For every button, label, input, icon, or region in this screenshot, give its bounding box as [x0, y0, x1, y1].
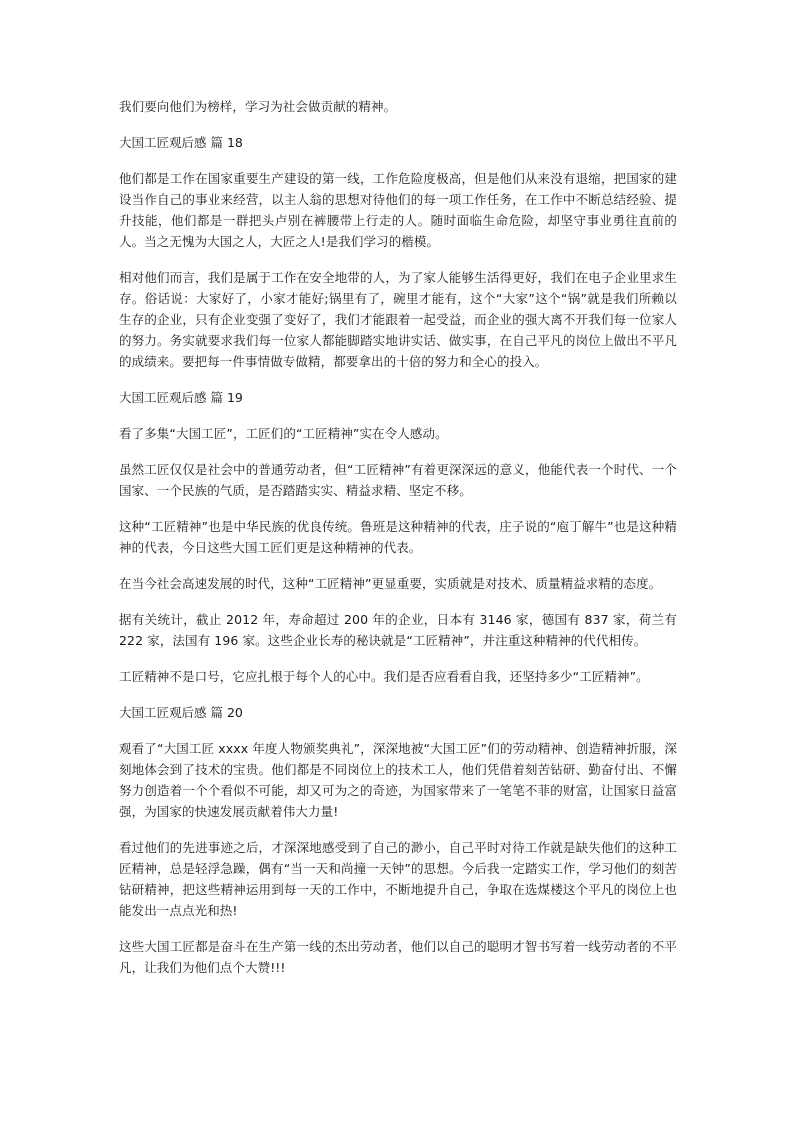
- paragraph: 观看了“大国工匠 xxxx 年度人物颁奖典礼”，深深地被“大国工匠”们的劳动精神、创造精神折服，深刻地体会到了技术的宝贵。他们都是不同岗位上的技术工人，他们凭借着刻苦钻研、勤奋付出、不懈努力创造着一个个看似不可能，却又可为之的奇迹，为国家带来了一笔笔不菲的财富，让国家日益富强，为国家的快速发展贡献着伟大力量!: [119, 741, 677, 819]
- paragraph: 相对他们而言，我们是属于工作在安全地带的人，为了家人能够生活得更好，我们在电子企业里求生存。俗话说：大家好了，小家才能好;锅里有了，碗里才能有，这个“大家”这个“锅”就是我们所赖以生存的企业，只有企业变强了变好了，我们才能跟着一起受益，而企业的强大离不开我们每一位家人的努力。务实就要求我们每一位家人都能脚踏实地讲实话、做实事，在自己平凡的岗位上做出不平凡的成绩来。要把每一件事情做专做精，都要拿出的十倍的努力和全心的投入。: [119, 270, 677, 369]
- paragraph: 看了多集“大国工匠”，工匠们的“工匠精神”实在令人感动。: [119, 426, 448, 441]
- paragraph: 工匠精神不是口号，它应扎根于每个人的心中。我们是否应看看自我，还坚持多少“工匠精神”。: [119, 669, 649, 684]
- section-heading-18: 大国工匠观后感 篇 18: [119, 135, 243, 150]
- paragraph: 据有关统计，截止 2012 年，寿命超过 200 年的企业，日本有 3146 家，德国有 837 家，荷兰有 222 家，法国有 196 家。这些企业长寿的秘诀就是“工匠精神”，并注重这种精神的代代相传。: [119, 612, 677, 648]
- document-page: [119, 96, 677, 993]
- section-heading-20: 大国工匠观后感 篇 20: [119, 705, 243, 720]
- paragraph: 他们都是工作在国家重要生产建设的第一线，工作危险度极高，但是他们从来没有退缩，把国家的建设当作自己的事业来经营，以主人翁的思想对待他们的每一项工作任务，在工作中不断总结经验、提升技能，他们都是一群把头卢别在裤腰带上行走的人。随时面临生命危险，却坚守事业勇往直前的人。当之无愧为大国之人，大匠之人!是我们学习的楷模。: [119, 171, 677, 249]
- paragraph: 这些大国工匠都是奋斗在生产第一线的杰出劳动者，他们以自己的聪明才智书写着一线劳动者的不平凡，让我们为他们点个大赞!!!: [119, 939, 677, 975]
- paragraph: 这种“工匠精神”也是中华民族的优良传统。鲁班是这种精神的代表，庄子说的“庖丁解牛”也是这种精神的代表，今日这些大国工匠们更是这种精神的代表。: [119, 519, 677, 555]
- paragraph-intro: 我们要向他们为榜样，学习为社会做贡献的精神。: [119, 99, 397, 114]
- paragraph: 看过他们的先进事迹之后，才深深地感受到了自己的渺小，自己平时对待工作就是缺失他们的这种工匠精神，总是轻浮急躁，偶有“当一天和尚撞一天钟”的思想。今后我一定踏实工作，学习他们的刻苦钻研精神，把这些精神运用到每一天的工作中，不断地提升自己，争取在选煤楼这个平凡的岗位上也能发出一点点光和热!: [119, 840, 677, 918]
- section-heading-19: 大国工匠观后感 篇 19: [119, 390, 243, 405]
- paragraph: 在当今社会高速发展的时代，这种“工匠精神”更显重要，实质就是对技术、质量精益求精的态度。: [119, 576, 662, 591]
- paragraph: 虽然工匠仅仅是社会中的普通劳动者，但“工匠精神”有着更深深远的意义，他能代表一个时代、一个国家、一个民族的气质，是否踏踏实实、精益求精、坚定不移。: [119, 462, 677, 498]
